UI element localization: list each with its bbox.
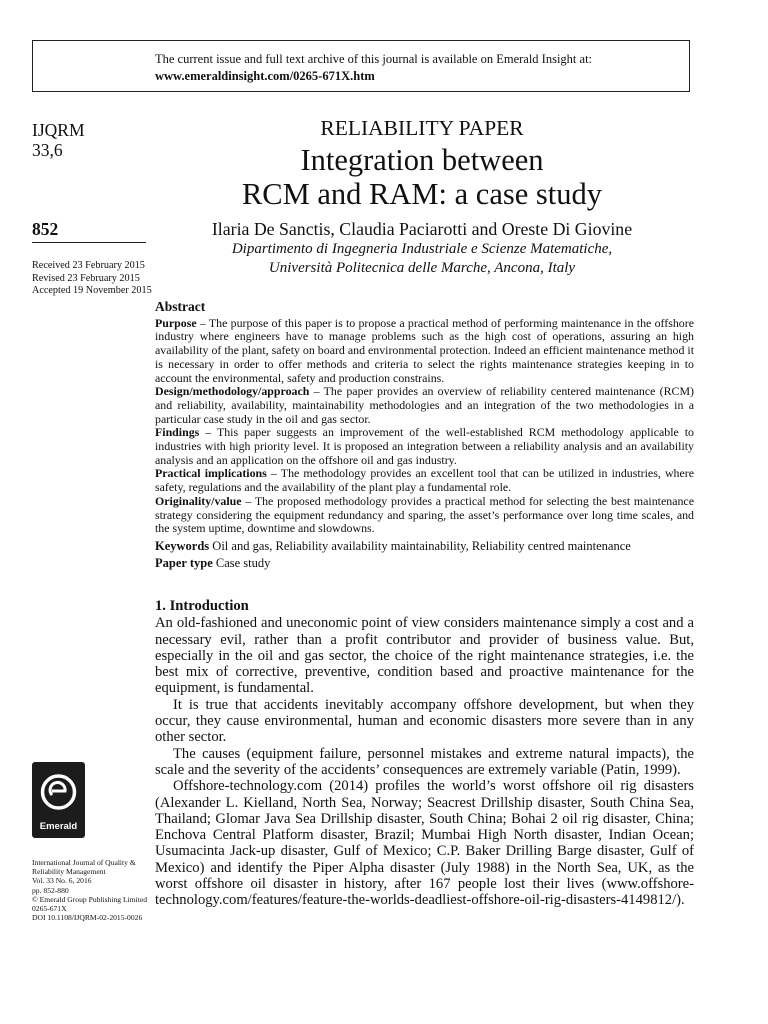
section-label: RELIABILITY PAPER (320, 116, 524, 140)
volume-issue: 33,6 (32, 140, 63, 160)
paper-title (160, 143, 684, 211)
abstract-findings (155, 426, 694, 467)
purpose-text: – The purpose of this paper is to propose a practical method of performing maintenance in the offshore industry where engineers have to manage problems such as the high cost of operations, assuring an high availability of the plant, safety on board and environmental protection. Indeed an efficient maintenance method it is necessary in order to offer methods and criteria to select the rights maintenance strategies keeping in to account the environmental, safety and production constrains. (155, 315, 694, 385)
journal-url[interactable]: www.emeraldinsight.com/0265-671X.htm (155, 69, 375, 83)
page-number: 852 (32, 219, 59, 239)
purpose-label: Purpose (155, 315, 197, 330)
abstract-purpose (155, 317, 694, 386)
paper-type-text: Case study (212, 555, 271, 570)
intro-paragraph-4: Offshore-technology.com (2014) profiles the world’s worst offshore oil rig disasters (Alexander L. Kielland, North Sea, Norway; Seacrest Drillship disaster, South China Sea, Thailand; Glomar Java Sea Drillship disaster, South China; Bohai 2 oil rig disaster, China; Enchova Central Platform disaster, Brazil; Mumbai High North disaster, Indian Ocean; Usumacinta Jack-up disaster, Gulf of Mexico; C.P. Baker Drilling Barge disaster, Gulf of Mexico) and identify the Piper Alpha disaster (July 1988) in the North Sea, UK, as the worst offshore oil disaster in history, after 167 people lost their lives (www.offshore-technology.com/features/feature-the-worlds-deadliest-offshore-oil-rig-disasters-4149812/). (155, 778, 694, 909)
abstract-practical (155, 467, 694, 494)
abstract (155, 300, 694, 570)
intro-paragraph-2: It is true that accidents inevitably accompany offshore development, but when they occur, they cause environmental, human and economic disasters more severe than in any other sector. (155, 696, 694, 746)
journal-info-line: DOI 10.1108/IJQRM-02-2015-0026 (32, 913, 143, 923)
findings-text: – This paper suggests an improvement of the well-established RCM methodology applicable to industries with high priority level. It is proposed an integration between a reliability analysis and an availability analysis and an application on the offshore oil and gas industry. (155, 425, 694, 467)
emerald-e-icon (32, 762, 85, 822)
title-line-2: RCM and RAM: a case study (241, 177, 603, 211)
title-line-1: Integration between (300, 143, 544, 177)
intro-paragraph-3: The causes (equipment failure, personnel mistakes and extreme natural impacts), the scale and the severity of the accidents’ consequences are extremely variable (Patin, 1999). (155, 745, 694, 778)
affiliation (150, 240, 694, 278)
journal-info-line: © Emerald Group Publishing Limited (32, 894, 148, 904)
abstract-originality (155, 495, 694, 536)
affiliation-line-1: Dipartimento di Ingegneria Industriale e Scienze Matematiche, (231, 241, 613, 257)
abstract-heading: Abstract (155, 299, 206, 314)
affiliation-line-2: Università Politecnica delle Marche, Ancona, Italy (268, 260, 576, 276)
revised-date: Revised 23 February 2015 (32, 272, 140, 284)
abstract-design (155, 385, 694, 426)
journal-info (32, 858, 152, 922)
paper-type-label: Paper type (155, 555, 213, 570)
keywords-text: Oil and gas, Reliability availability maintainability, Reliability centred maintenance (209, 538, 631, 553)
keywords (155, 540, 694, 554)
journal-info-line: International Journal of Quality & (32, 858, 136, 867)
practical-label: Practical implications (155, 466, 267, 481)
emerald-logo-text: Emerald (39, 821, 78, 832)
keywords-label: Keywords (155, 538, 210, 553)
authors: Ilaria De Sanctis, Claudia Paciarotti and Oreste Di Giovine (211, 219, 633, 239)
originality-text: – The proposed methodology provides a practical method for selecting the best maintenance strategy considering the equipment redundancy and sparing, the asset’s performance over long time scales, and the system uptime, downtime and slowdowns. (155, 493, 694, 536)
findings-label: Findings (155, 425, 200, 440)
article-history (32, 260, 152, 298)
accepted-date: Accepted 19 November 2015 (32, 285, 152, 296)
journal-abbreviation (32, 120, 85, 160)
availability-note: The current issue and full text archive of this journal is available on Emerald Insight at: (155, 52, 593, 66)
received-date: Received 23 February 2015 (32, 260, 145, 271)
sidebar-divider (32, 242, 146, 243)
journal-info-line: 0265-671X (32, 904, 67, 914)
intro-paragraph-1: An old-fashioned and uneconomic point of view considers maintenance simply a cost and a necessary evil, rather than a profit contributor and provider of business value. But, especially in the oil and gas sector, the choice of the right maintenance strategies, i.e. the best mix of corrective, preventive, condition based and proactive maintenance for the equipment, is fundamental. (155, 615, 694, 697)
practical-text: – The methodology provides an excellent tool that can be utilized in industries, where safety, regulations and the availability of the plant play a fundamental role. (155, 466, 694, 495)
introduction-section (155, 598, 694, 909)
journal-info-line: Reliability Management (32, 867, 106, 877)
journal-abbrev: IJQRM (32, 120, 85, 140)
introduction-heading: 1. Introduction (155, 598, 249, 614)
journal-info-line: Vol. 33 No. 6, 2016 (32, 876, 92, 886)
journal-availability-box (32, 40, 690, 92)
emerald-logo (32, 762, 85, 838)
paper-type (155, 557, 694, 571)
originality-label: Originality/value (155, 493, 242, 508)
design-label: Design/methodology/approach (155, 384, 310, 399)
journal-info-line: pp. 852-880 (32, 885, 69, 895)
design-text: – The paper provides an overview of reliability centered maintenance (RCM) and reliability, availability, maintainability methodologies and an integration of the two methodologies in a particular case study in the oil and gas sector. (155, 384, 694, 426)
